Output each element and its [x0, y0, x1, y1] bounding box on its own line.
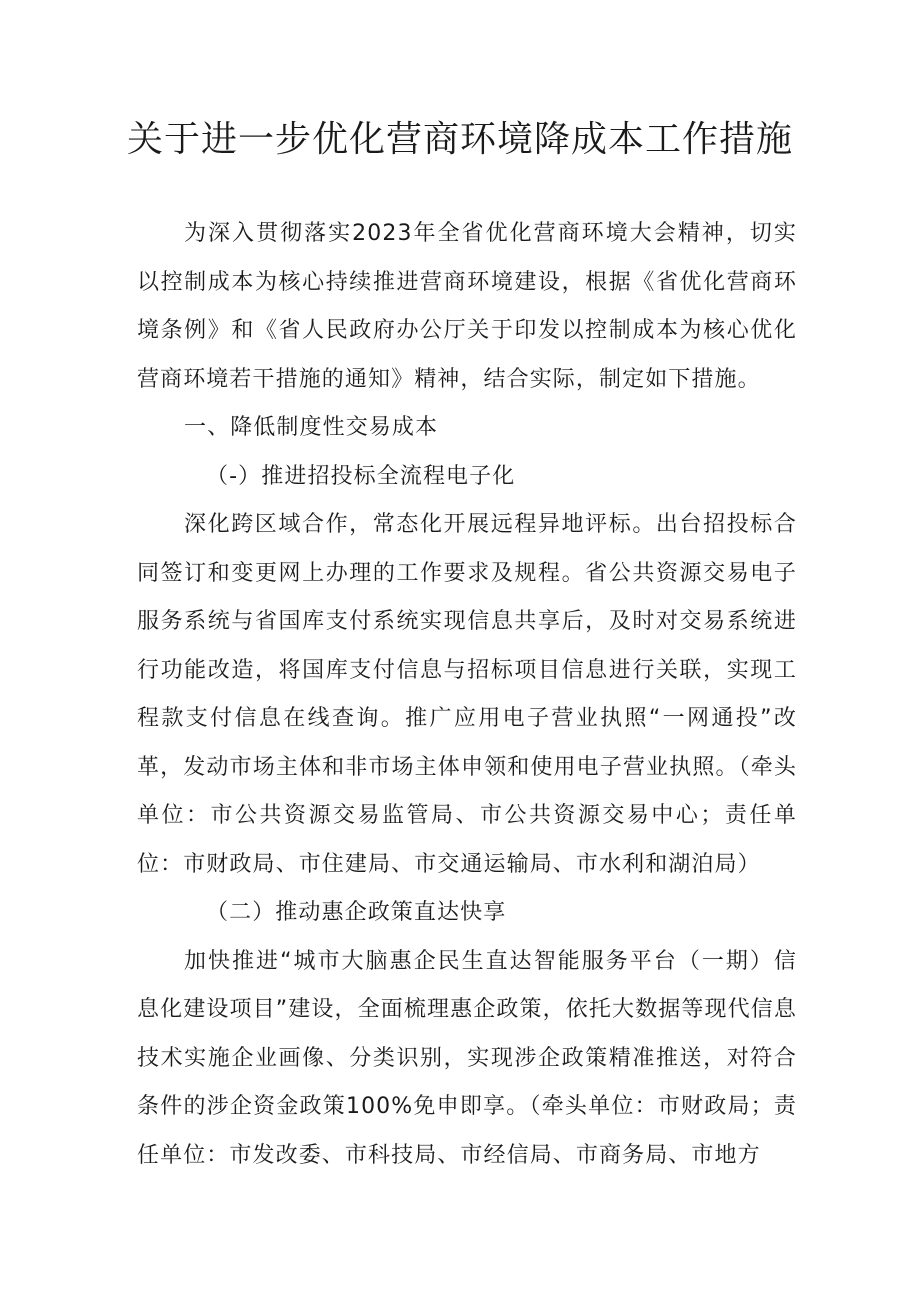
subsection-body-1: 深化跨区域合作，常态化开展远程异地评标。出台招投标合同签订和变更网上办理的工作要求及规程。省公共资源交易电子服务系统与省国库支付系统实现信息共享后，及时对交易系统进行功能改造，将国库支付信息与招标项目信息进行关联，实现工程款支付信息在线查询。推广应用电子营业执照“一网通投”改革，发动市场主体和非市场主体申领和使用电子营业执照。（牵头单位：市公共资源交易监管局、市公共资源交易中心；责任单位：市财政局、市住建局、市交通运输局、市水利和湖泊局）: [137, 512, 797, 877]
section-heading-1: 一、降低制度性交易成本: [184, 415, 439, 440]
intro-paragraph: 为深入贯彻落实2023年全省优化营商环境大会精神，切实以控制成本为核心持续推进营商环境建设，根据《省优化营商环境条例》和《省人民政府办公厅关于印发以控制成本为核心优化营商环境若干措施的通知》精神，结合实际，制定如下措施。: [137, 221, 797, 392]
subsection-heading-1: （-）推进招投标全流程电子化: [206, 463, 516, 489]
document-body: [137, 210, 797, 1180]
subsection-body-2: 加快推进“城市大脑惠企民生直达智能服务平台（一期）信息化建设项目”建设，全面梳理惠企政策，依托大数据等现代信息技术实施企业画像、分类识别，实现涉企政策精准推送，对符合条件的涉企资金政策100%免申即享。（牵头单位：市财政局；责任单位：市发改委、市科技局、市经信局、市商务局、市地方: [137, 948, 797, 1168]
document-title: 关于进一步优化营商环境降成本工作措施: [126, 119, 793, 160]
subsection-heading-2: （二）推动惠企政策直达快享: [206, 900, 507, 925]
